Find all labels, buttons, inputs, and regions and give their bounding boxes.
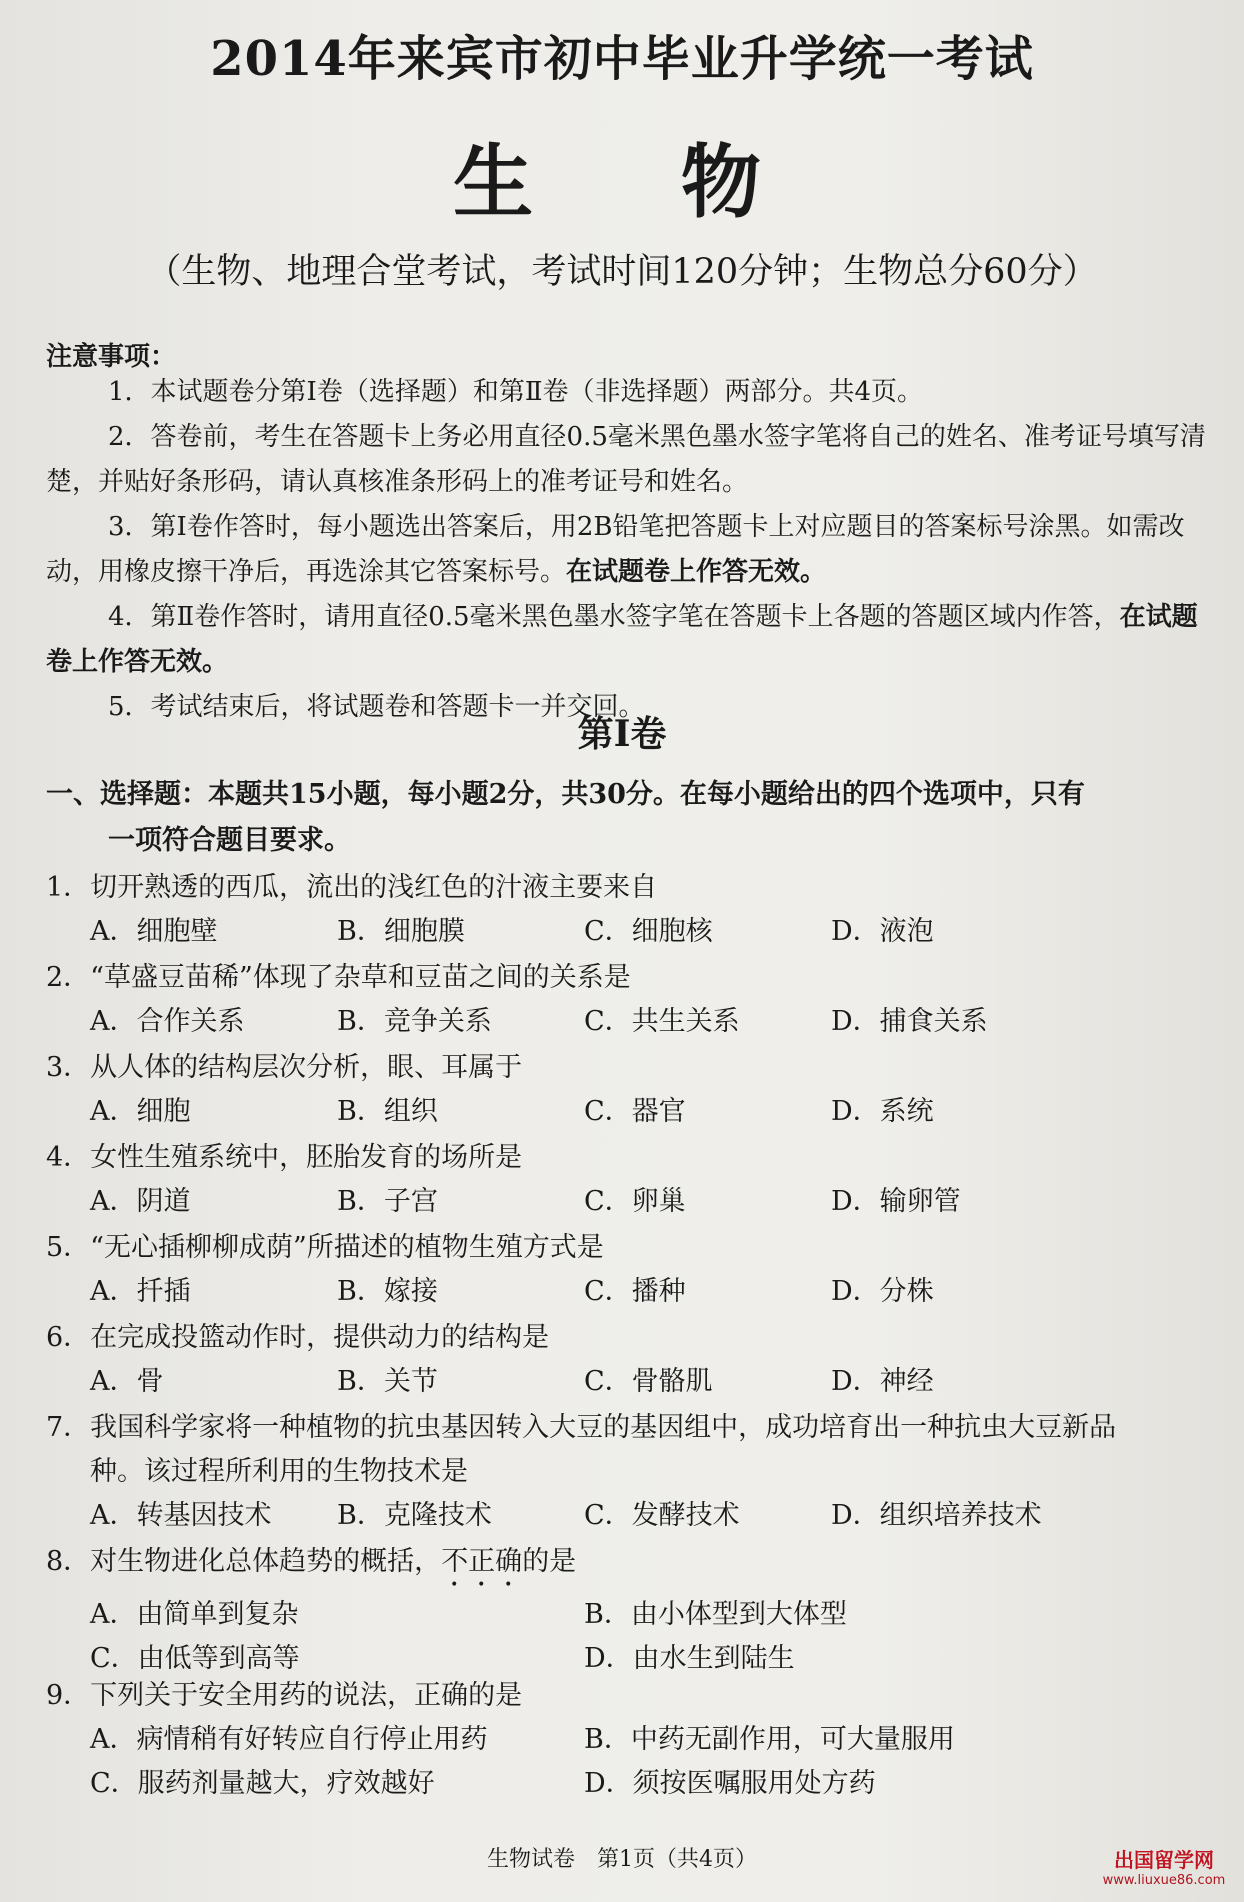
options-row-1 [46, 1718, 1206, 1762]
subject-title: 生 物 [453, 135, 821, 229]
page-footer: 生物试卷 第1页（共4页） [487, 1847, 757, 1872]
watermark-name: 出国留学网 [1114, 1848, 1214, 1872]
note-3-bold: 在试题卷上作答无效。 [566, 557, 827, 587]
question-stem: 6．在完成投篮动作时，提供动力的结构是 [46, 1322, 550, 1353]
option-c: C．播种 [584, 1276, 686, 1307]
option-a: A．扦插 [90, 1276, 191, 1307]
option-a: A．转基因技术 [90, 1500, 272, 1531]
question-stem: 4．女性生殖系统中，胚胎发育的场所是 [46, 1142, 523, 1173]
option-c: C．器官 [584, 1096, 686, 1127]
option-a: A．阴道 [90, 1186, 191, 1217]
note-4 [46, 595, 1206, 685]
option-a: A．由简单到复杂 [90, 1599, 299, 1630]
option-a: A．细胞壁 [90, 916, 218, 947]
options-row-1 [46, 1593, 1206, 1637]
question-5 [46, 1226, 1206, 1314]
stem-post: 的是 [522, 1546, 577, 1577]
option-a: A．细胞 [90, 1096, 191, 1127]
question-stem: 3．从人体的结构层次分析，眼、耳属于 [46, 1052, 523, 1083]
option-a: A．骨 [90, 1366, 164, 1397]
options [46, 1494, 1206, 1538]
option-b: B．细胞膜 [337, 916, 465, 947]
option-c: C．骨骼肌 [584, 1366, 713, 1397]
note-3-text: 3．第Ⅰ卷作答时，每小题选出答案后，用2B铅笔把答题卡上对应题目的答案标号涂黑。如需改动，用橡皮擦干净后，再选涂其它答案标号。 [46, 512, 1185, 587]
option-c: C．共生关系 [584, 1006, 740, 1037]
option-c: C．由低等到高等 [90, 1643, 300, 1674]
question-stem: 9．下列关于安全用药的说法，正确的是 [46, 1680, 523, 1711]
question-stem: 5．“无心插柳柳成荫”所描述的植物生殖方式是 [46, 1232, 604, 1263]
section-line-2: 一项符合题目要求。 [108, 825, 351, 856]
notes-heading: 注意事项： [46, 342, 177, 372]
option-b: B．竞争关系 [337, 1006, 492, 1037]
option-d: D．分株 [831, 1276, 934, 1307]
option-a: A．合作关系 [90, 1006, 245, 1037]
question-stem-line-2: 种。该过程所利用的生物技术是 [90, 1456, 468, 1487]
option-c: C．发酵技术 [584, 1500, 740, 1531]
question-stem [46, 1540, 1206, 1593]
note-3 [46, 505, 1206, 595]
stem-emphasis: 不正确 [441, 1546, 523, 1577]
options [46, 910, 1206, 954]
question-7 [46, 1406, 1206, 1538]
question-stem-line-1: 7．我国科学家将一种植物的抗虫基因转入大豆的基因组中，成功培育出一种抗虫大豆新品 [46, 1412, 1117, 1443]
note-1: 1．本试题卷分第Ⅰ卷（选择题）和第Ⅱ卷（非选择题）两部分。共4页。 [108, 377, 924, 407]
option-b: B．子宫 [337, 1186, 438, 1217]
option-b: B．关节 [337, 1366, 438, 1397]
option-d: D．输卵管 [831, 1186, 961, 1217]
option-b: B．组织 [337, 1096, 438, 1127]
option-d: D．液泡 [831, 916, 934, 947]
option-b: B．克隆技术 [337, 1500, 492, 1531]
section-line-1: 一、选择题：本题共15小题，每小题2分，共30分。在每小题给出的四个选项中，只有 [46, 779, 1085, 810]
volume-title: 第Ⅰ卷 [577, 713, 667, 755]
option-d: D．由水生到陆生 [584, 1643, 795, 1674]
option-d: D．组织培养技术 [831, 1500, 1042, 1531]
notes-list [46, 370, 1206, 730]
question-9 [46, 1674, 1206, 1806]
option-c: C．细胞核 [584, 916, 713, 947]
question-2 [46, 956, 1206, 1044]
note-4-bold: 在试题卷上作答无效。 [46, 602, 1198, 677]
options [46, 1090, 1206, 1134]
question-4 [46, 1136, 1206, 1224]
watermark-url: www.liuxue86.com [1102, 1873, 1226, 1888]
options-row-2 [46, 1762, 1206, 1806]
question-stem: 1．切开熟透的西瓜，流出的浅红色的汁液主要来自 [46, 872, 658, 903]
note-2: 2．答卷前，考生在答题卡上务必用直径0.5毫米黑色墨水签字笔将自己的姓名、准考证号填写清楚，并贴好条形码，请认真核准条形码上的准考证号和姓名。 [46, 422, 1206, 497]
stem-pre: 8．对生物进化总体趋势的概括， [46, 1546, 442, 1577]
option-d: D．须按医嘱服用处方药 [584, 1768, 876, 1799]
note-5: 5．考试结束后，将试题卷和答题卡一并交回。 [108, 692, 645, 722]
exam-subtitle: （生物、地理合堂考试，考试时间120分钟；生物总分60分） [146, 252, 1098, 292]
question-3 [46, 1046, 1206, 1134]
option-b: B．中药无副作用，可大量服用 [584, 1724, 955, 1755]
question-8 [46, 1540, 1206, 1681]
option-c: C．卵巢 [584, 1186, 686, 1217]
question-stem: 2．“草盛豆苗稀”体现了杂草和豆苗之间的关系是 [46, 962, 631, 993]
options [46, 1270, 1206, 1314]
option-d: D．神经 [831, 1366, 934, 1397]
option-d: D．系统 [831, 1096, 934, 1127]
options [46, 1360, 1206, 1404]
exam-title: 2014年来宾市初中毕业升学统一考试 [210, 31, 1034, 87]
option-b: B．由小体型到大体型 [584, 1599, 847, 1630]
option-c: C．服药剂量越大，疗效越好 [90, 1768, 435, 1799]
note-4-text: 4．第Ⅱ卷作答时，请用直径0.5毫米黑色墨水签字笔在答题卡上各题的答题区域内作答， [108, 602, 1120, 632]
option-a: A．病情稍有好转应自行停止用药 [90, 1724, 488, 1755]
watermark [1094, 1848, 1234, 1896]
option-b: B．嫁接 [337, 1276, 438, 1307]
question-1 [46, 866, 1206, 954]
options [46, 1180, 1206, 1224]
option-d: D．捕食关系 [831, 1006, 988, 1037]
options [46, 1000, 1206, 1044]
question-6 [46, 1316, 1206, 1404]
section-heading [46, 772, 1206, 864]
